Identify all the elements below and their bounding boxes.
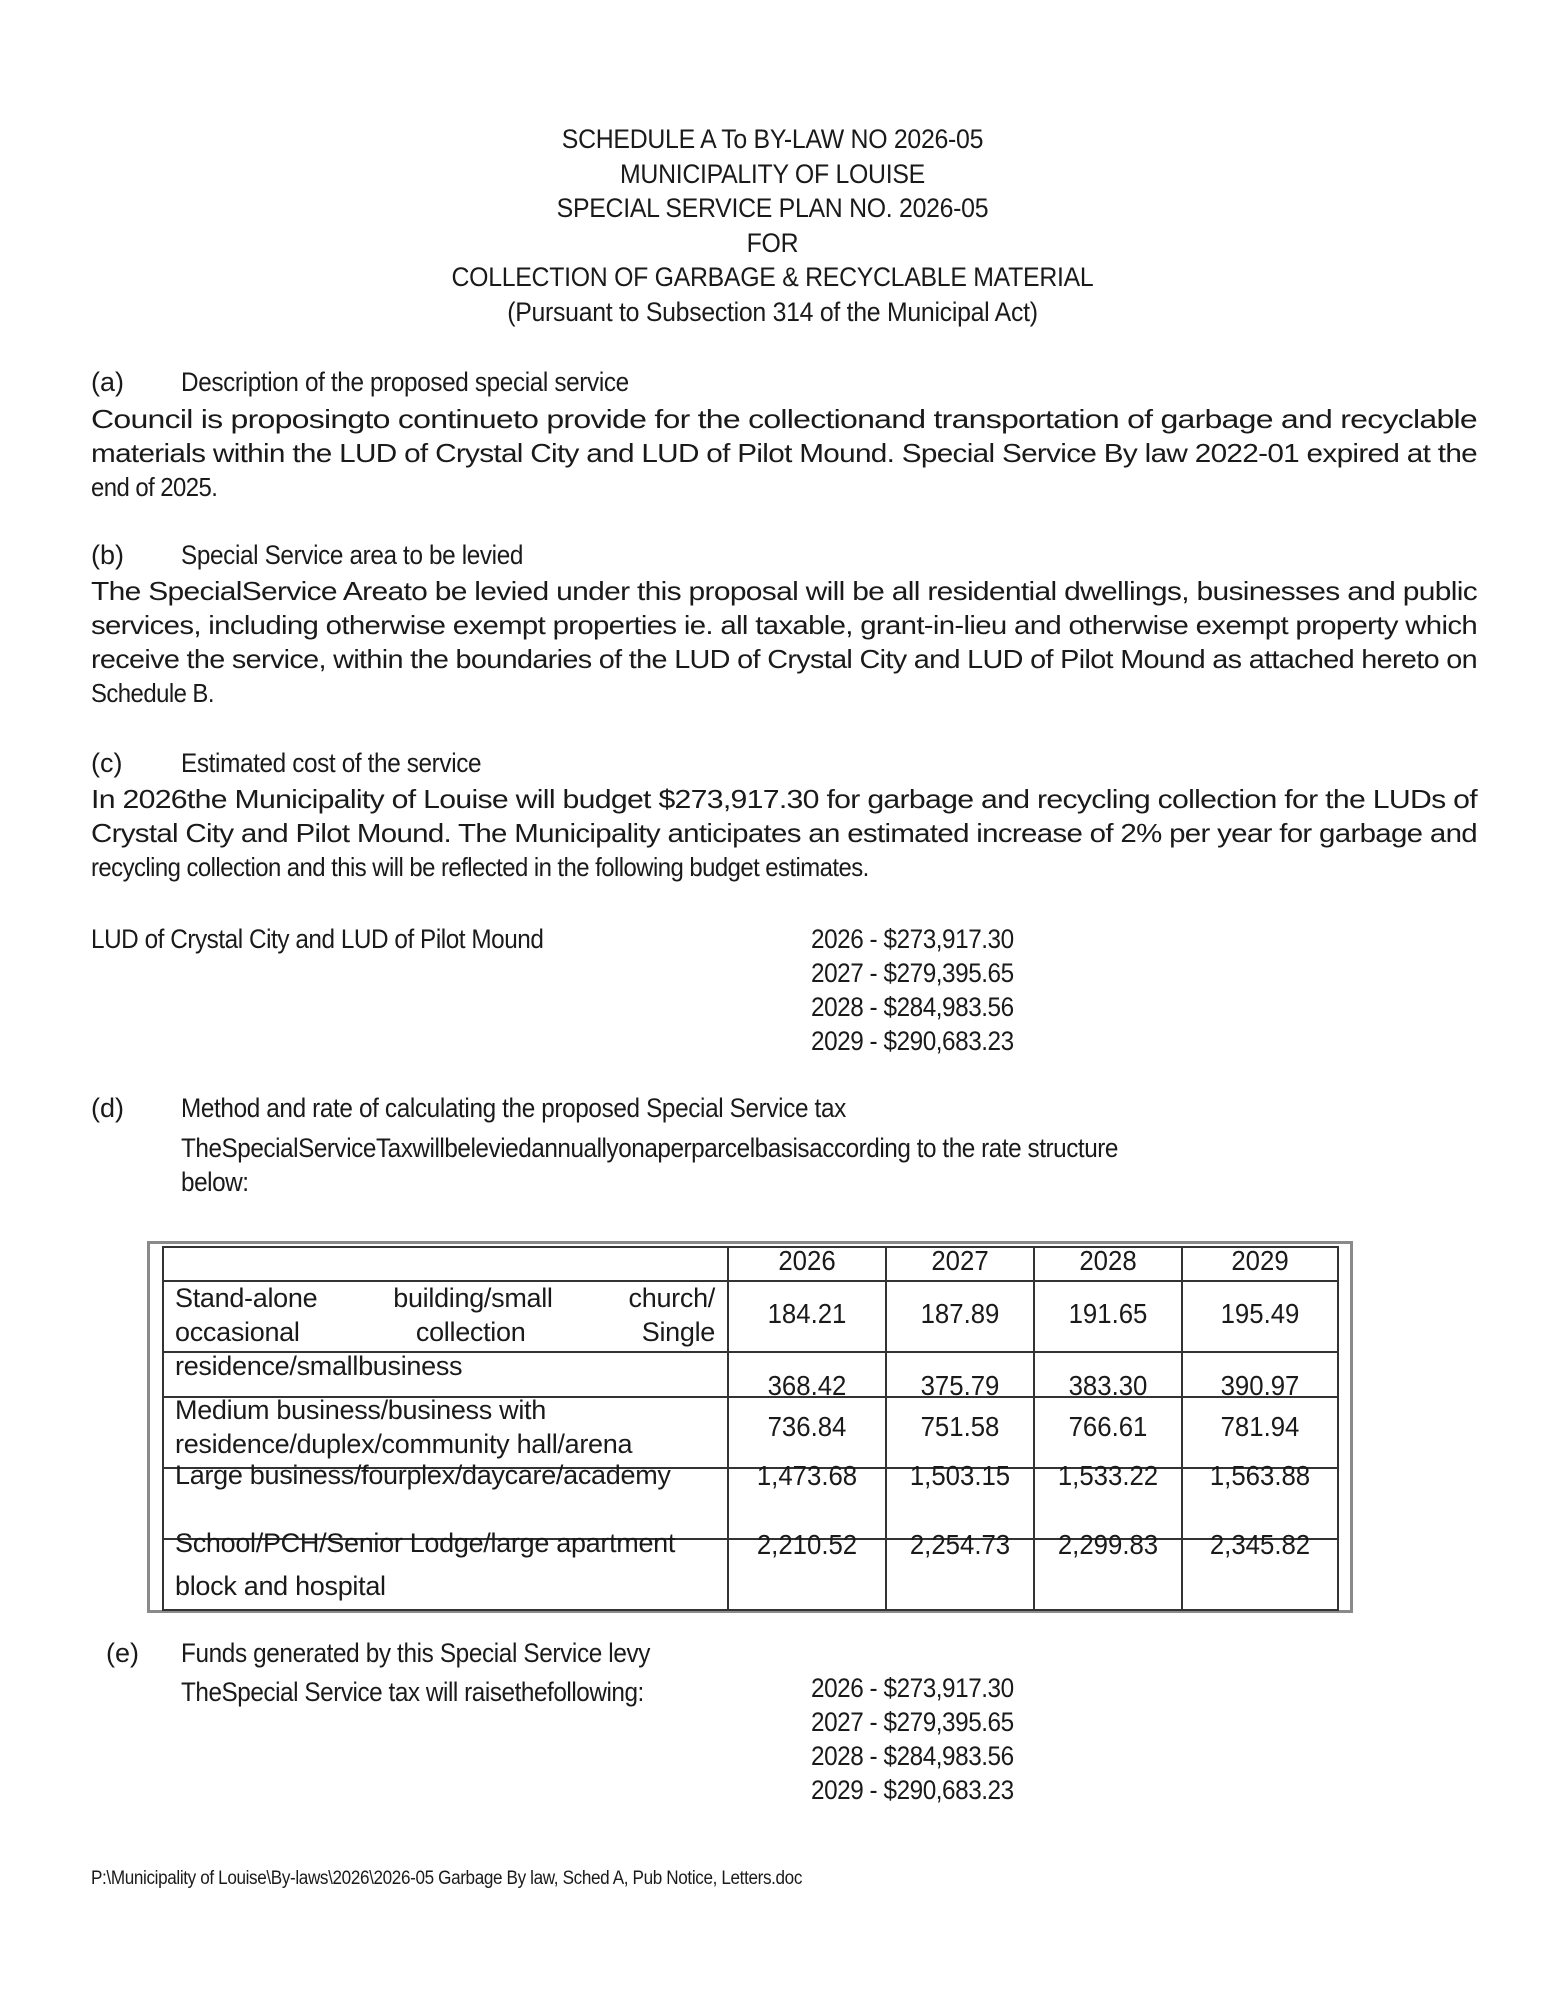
rate-cell: 1,563.88	[1209, 1460, 1311, 1491]
row-label-line: residence/duplex/community hall/arena	[175, 1429, 633, 1459]
rate-cell: 191.65	[1068, 1298, 1148, 1329]
funds-list	[811, 1671, 1014, 1807]
section-letter: (d)	[91, 1093, 124, 1123]
budget-estimate: 2026 - $273,917.30	[811, 924, 1014, 954]
paragraph-line: services, including otherwise exempt properties ie. all taxable, grant-in-lieu and otherwise exempt property which	[91, 610, 1477, 640]
paragraph-line: end of 2025.	[91, 472, 218, 502]
row-label-line: School/PCH/Senior Lodge/large apartment	[175, 1528, 676, 1558]
rate-cell: 751.58	[920, 1411, 1000, 1442]
paragraph-line: In 2026the Municipality of Louise will budget $273,917.30 for garbage and recycling collection for the LUDs of	[91, 784, 1477, 814]
title-line: SPECIAL SERVICE PLAN NO. 2026-05	[556, 193, 989, 223]
paragraph-line: receive the service, within the boundaries of the LUD of Crystal City and LUD of Pilot Mound as attached hereto on	[91, 644, 1477, 674]
column-header: 2029	[1231, 1245, 1289, 1276]
budget-label: LUD of Crystal City and LUD of Pilot Mound	[91, 924, 544, 954]
section-paragraph	[91, 402, 1477, 504]
rate-cell: 2,299.83	[1057, 1529, 1159, 1560]
budget-estimate: 2029 - $290,683.23	[811, 1026, 1014, 1056]
rate-cell: 390.97	[1220, 1370, 1300, 1401]
column-divider	[885, 1246, 887, 1611]
table-border	[162, 1246, 164, 1611]
table-border	[162, 1609, 1339, 1611]
section-letter: (b)	[91, 540, 124, 570]
column-divider	[727, 1246, 729, 1611]
title-line: FOR	[746, 227, 799, 258]
paragraph-line: recycling collection and this will be reflected in the following budget estimates.	[91, 852, 869, 882]
row-label: Large business/fourplex/daycare/academy	[175, 1460, 671, 1490]
paragraph-line: Council is proposingto continueto provide for the collectionand transportation of garbage and recyclable	[91, 404, 1477, 434]
table-border	[1337, 1246, 1339, 1611]
paragraph-line: Crystal City and Pilot Mound. The Municipality anticipates an estimated increase of 2% per year for garbage and	[91, 818, 1477, 848]
paragraph-line: below:	[181, 1167, 249, 1197]
funds-item: 2026 - $273,917.30	[811, 1673, 1014, 1703]
paragraph-line: The SpecialService Areato be levied under this proposal will be all residential dwellings, businesses and public	[91, 576, 1477, 606]
row-label	[175, 1522, 675, 1608]
paragraph-line: Schedule B.	[91, 678, 214, 708]
section-paragraph	[181, 1131, 1118, 1199]
row-label: residence/smallbusiness	[175, 1351, 463, 1381]
rate-cell: 1,503.15	[909, 1460, 1011, 1491]
rate-cell: 736.84	[767, 1411, 847, 1442]
section-letter: (c)	[91, 748, 123, 778]
budget-estimate: 2028 - $284,983.56	[811, 992, 1014, 1022]
document-title	[62, 122, 1483, 329]
rate-cell: 383.30	[1068, 1370, 1148, 1401]
title-line: (Pursuant to Subsection 314 of the Municipal Act)	[507, 296, 1038, 327]
section-text: TheSpecial Service tax will raisethefollowing:	[181, 1677, 644, 1707]
budget-estimates	[811, 922, 1014, 1058]
rate-cell: 1,533.22	[1057, 1460, 1159, 1491]
column-header: 2026	[778, 1245, 836, 1276]
rate-cell: 184.21	[767, 1298, 847, 1329]
funds-item: 2028 - $284,983.56	[811, 1741, 1014, 1771]
paragraph-line: TheSpecialServiceTaxwillbeleviedannuallyonaperparcelbasisaccording to the rate structure	[181, 1133, 1118, 1163]
title-line: COLLECTION OF GARBAGE & RECYCLABLE MATERIAL	[451, 262, 1094, 292]
rate-cell: 195.49	[1220, 1298, 1300, 1329]
section-paragraph	[91, 782, 1477, 884]
section-letter: (a)	[91, 367, 124, 397]
rate-cell: 375.79	[920, 1370, 1000, 1401]
rate-cell: 766.61	[1068, 1411, 1148, 1442]
column-header: 2027	[931, 1245, 989, 1276]
rate-cell: 781.94	[1220, 1411, 1300, 1442]
row-label	[175, 1393, 632, 1461]
column-header: 2028	[1079, 1245, 1137, 1276]
section-heading: Estimated cost of the service	[181, 748, 482, 778]
row-label-line: Medium business/business with	[175, 1395, 546, 1425]
funds-item: 2029 - $290,683.23	[811, 1775, 1014, 1805]
rate-cell: 2,210.52	[756, 1529, 858, 1560]
funds-item: 2027 - $279,395.65	[811, 1707, 1014, 1737]
section-paragraph	[91, 574, 1477, 710]
row-label-line: Stand-alone building/small church/	[175, 1283, 715, 1313]
row-label-line: occasional collection Single	[175, 1317, 715, 1347]
section-heading: Method and rate of calculating the proposed Special Service tax	[181, 1093, 846, 1123]
row-label	[175, 1281, 715, 1349]
rate-cell: 368.42	[767, 1370, 847, 1401]
rate-table	[162, 1246, 1339, 1611]
section-heading: Description of the proposed special service	[181, 367, 629, 397]
column-divider	[1033, 1246, 1035, 1611]
rate-cell: 2,345.82	[1209, 1529, 1311, 1560]
footer-file-path: P:\Municipality of Louise\By-laws\2026\2026-05 Garbage By law, Sched A, Pub Notice, Letters.doc	[91, 1868, 803, 1889]
title-line: MUNICIPALITY OF LOUISE	[619, 158, 925, 189]
rate-cell: 1,473.68	[756, 1460, 858, 1491]
section-heading: Funds generated by this Special Service levy	[181, 1638, 651, 1668]
paragraph-line: materials within the LUD of Crystal City and LUD of Pilot Mound. Special Service By law 2022-01 expired at the	[91, 438, 1477, 468]
section-letter: (e)	[106, 1638, 139, 1668]
rate-cell: 2,254.73	[909, 1529, 1011, 1560]
rate-cell: 187.89	[920, 1298, 1000, 1329]
title-line: SCHEDULE A To BY-LAW NO 2026-05	[561, 124, 984, 154]
section-heading: Special Service area to be levied	[181, 540, 524, 570]
budget-estimate: 2027 - $279,395.65	[811, 958, 1014, 988]
column-divider	[1181, 1246, 1183, 1611]
row-label-line: block and hospital	[175, 1571, 386, 1601]
